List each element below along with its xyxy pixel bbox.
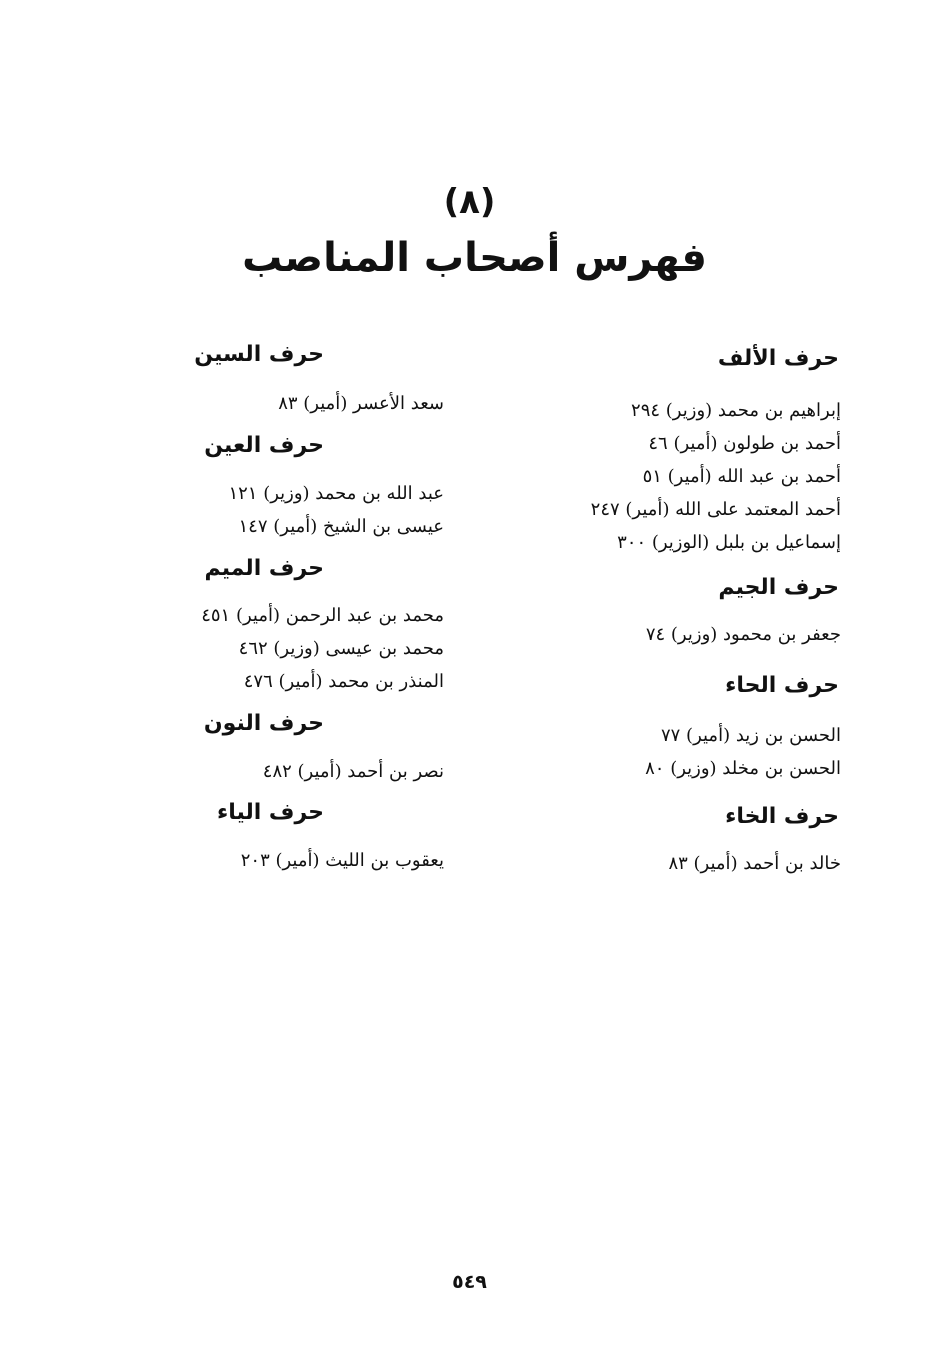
- index-entry: الحسن بن زيد (أمير) ٧٧: [660, 725, 841, 746]
- entry-list: [201, 599, 444, 698]
- index-entry: عيسى بن الشيخ (أمير) ١٤٧: [238, 516, 444, 537]
- page-title: فهرس أصحاب المناصب: [242, 235, 707, 281]
- group-heading: حرف الجيم: [718, 575, 839, 600]
- group-heading: حرف العين: [204, 433, 324, 458]
- entry-list: [228, 477, 444, 543]
- index-entry: سعد الأعسر (أمير) ٨٣: [278, 393, 444, 414]
- index-entry: محمد بن عيسى (وزير) ٤٦٢: [238, 638, 444, 659]
- entry-list: [263, 755, 444, 788]
- index-entry: جعفر بن محمود (وزير) ٧٤: [645, 624, 841, 645]
- letter-group: [718, 344, 839, 374]
- index-entry: عبد الله بن محمد (وزير) ١٢١: [228, 483, 444, 504]
- index-entry: خالد بن أحمد (أمير) ٨٣: [668, 853, 841, 874]
- group-heading: حرف الميم: [204, 556, 324, 581]
- entry-list: [591, 394, 841, 559]
- index-entry: نصر بن أحمد (أمير) ٤٨٢: [262, 761, 444, 782]
- entry-list: [241, 844, 444, 877]
- entry-list: [278, 387, 444, 420]
- group-heading: حرف الياء: [216, 800, 324, 825]
- index-entry: أحمد بن عبد الله (أمير) ٥١: [642, 466, 841, 487]
- group-heading: حرف السين: [194, 342, 324, 367]
- entry-list: [646, 618, 841, 651]
- group-heading: حرف الحاء: [725, 673, 839, 698]
- group-heading: حرف الألف: [717, 346, 839, 371]
- section-number: (٨): [443, 182, 496, 222]
- entry-list: [645, 719, 841, 785]
- index-entry: يعقوب بن الليث (أمير) ٢٠٣: [240, 850, 444, 871]
- page-number: ٥٤٩: [452, 1271, 487, 1293]
- index-entry: أحمد المعتمد على الله (أمير) ٢٤٧: [590, 499, 841, 520]
- index-entry: إبراهيم بن محمد (وزير) ٢٩٤: [631, 400, 841, 421]
- index-entry: الحسن بن مخلد (وزير) ٨٠: [645, 758, 841, 779]
- index-entry: محمد بن عبد الرحمن (أمير) ٤٥١: [201, 605, 444, 626]
- group-heading: حرف النون: [203, 711, 324, 736]
- entry-list: [668, 847, 841, 880]
- group-heading: حرف الخاء: [725, 804, 839, 829]
- index-entry: أحمد بن طولون (أمير) ٤٦: [648, 433, 841, 454]
- index-entry: المنذر بن محمد (أمير) ٤٧٦: [243, 671, 444, 692]
- index-entry: إسماعيل بن بلبل (الوزير) ٣٠٠: [617, 532, 841, 553]
